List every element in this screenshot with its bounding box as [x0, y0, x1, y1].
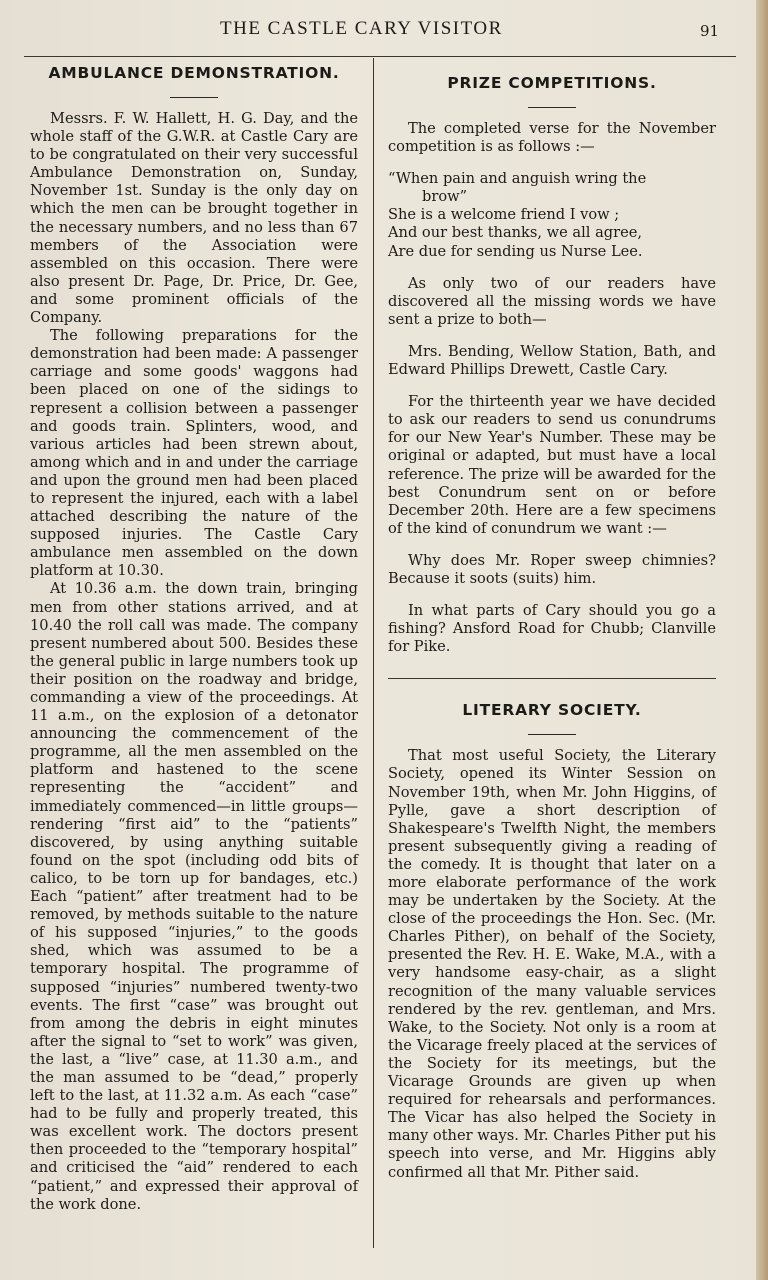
- title-dash: [528, 734, 576, 735]
- title-dash: [528, 107, 576, 108]
- right-column: [388, 74, 716, 1196]
- prize-verse: [388, 170, 716, 260]
- page-number: 91: [700, 22, 720, 40]
- conundrum-2: In what parts of Cary should you go a fishing? Ansford Road for Chubb; Clanville for Pike.: [388, 602, 716, 656]
- literary-section: [388, 701, 716, 1181]
- ambulance-paragraph-3: At 10.36 a.m. the down train, bringing men from other stations arrived, and at 10.40 the roll call was made. The company present numbered about 500. Besides these the general public in large numbers took up their position on the roadway and bridge, commanding a view of the proceedings. At 11 a.m., on the explosion of a detonator announcing the commencement of the programme, all the men assembled on the platform and hastened to the scene representing the “accident” and immediately commenced—in little groups—rendering “first aid” to the “patients” discovered, by using anything suitable found on the spot (including odd bits of calico, to be torn up for bandages, etc.) Each “patient” after treatment had to be removed, by methods suitable to the nature of his supposed “injuries,” to the goods shed, which was assumed to be a temporary hospital. The programme of supposed “injuries” numbered twenty-two events. The first “case” was brought out from among the debris in eight minutes after the signal to “set to work” was given, the last, a “live” case, at 11.30 a.m., and the man assumed to be “dead,” properly left to the last, at 11.32 a.m. As each “case” had to be fully and properly treated, this was excellent work. The doctors present then proceeded to the “temporary hospital” and criticised the “aid” rendered to each “patient,” and expressed their approval of the work done.: [30, 580, 358, 1213]
- header-rule: [24, 56, 736, 57]
- verse-line: brow”: [422, 188, 468, 206]
- ambulance-paragraph-2: The following preparations for the demonstration had been made: A passenger carriage and some goods' waggons had been placed on one of the sidings to represent a collision between a passenger and goods train. Splinters, wood, and various articles had been strewn about, among which and in and under the carriage and upon the ground men had been placed to represent the injured, each with a label attached describing the nature of the supposed injuries. The Castle Cary ambulance men assembled on the down platform at 10.30.: [30, 327, 358, 580]
- prize-winners: Mrs. Bending, Wellow Station, Bath, and Edward Phillips Drewett, Castle Cary.: [388, 342, 716, 379]
- running-head: [0, 18, 750, 42]
- literary-paragraph: That most useful Society, the Literary Society, opened its Winter Session on November 19th, when Mr. John Higgins, of Pylle, gave a short description of Shakespeare's Twelfth Night, the members present subsequently giving a reading of the comedy. It is thought that later on a more elaborate performance of the work may be undertaken by the Society. At the close of the proceedings the Hon. Sec. (Mr. Charles Pither), on behalf of the Society, presented the Rev. H. E. Wake, M.A., with a very handsome easy-chair, as a slight recognition of the many valuable services rendered by the rev. gentleman, and Mrs. Wake, to the Society. Not only is a room at the Vicarage freely placed at the services of the Society for its meetings, but the Vicarage Grounds are given up when required for rehearsals and performances. The Vicar has also helped the Society in many other ways. Mr. Charles Pither put his speech into verse, and Mr. Higgins ably confirmed all that Mr. Pither said.: [388, 747, 716, 1181]
- left-column: [30, 64, 358, 1214]
- verse-line: “When pain and anguish wring the: [388, 170, 647, 188]
- page-edge: [756, 0, 768, 1280]
- title-dash: [170, 97, 218, 98]
- conundrum-1: Why does Mr. Roper sweep chimnies? Because it soots (suits) him.: [388, 551, 716, 587]
- prize-paragraph-2: As only two of our readers have discovered all the missing words we have sent a prize to both—: [388, 274, 716, 328]
- ambulance-paragraph-1: Messrs. F. W. Hallett, H. G. Day, and the whole staff of the G.W.R. at Castle Cary are to be congratulated on their very successful Ambulance Demonstration on, Sunday, November 1st. Sunday is the only day on which the men can be brought together in the necessary numbers, and no less than 67 members of the Association were assembled on this occasion. There were also present Dr. Page, Dr. Price, Dr. Gee, and some prominent officials of the Company.: [30, 110, 358, 327]
- prize-title: PRIZE COMPETITIONS.: [447, 74, 657, 92]
- verse-line: Are due for sending us Nurse Lee.: [388, 242, 643, 260]
- column-divider: [373, 58, 374, 1248]
- verse-line: She is a welcome friend I vow ;: [388, 206, 620, 224]
- literary-title: LITERARY SOCIETY.: [462, 701, 642, 720]
- running-title: THE CASTLE CARY VISITOR: [220, 18, 503, 39]
- prize-intro: The completed verse for the November competition is as follows :—: [388, 120, 716, 156]
- section-rule: [388, 678, 716, 679]
- ambulance-title: AMBULANCE DEMONSTRATION.: [48, 64, 340, 82]
- prize-paragraph-4: For the thirteenth year we have decided to ask our readers to send us conundrums for our New Year's Number. These may be original or adapted, but must have a local reference. The prize will be awarded for the best Conundrum sent on or before December 20th. Here are a few specimens of the kind of conundrum we want :—: [388, 393, 716, 537]
- verse-line: And our best thanks, we all agree,: [388, 224, 643, 242]
